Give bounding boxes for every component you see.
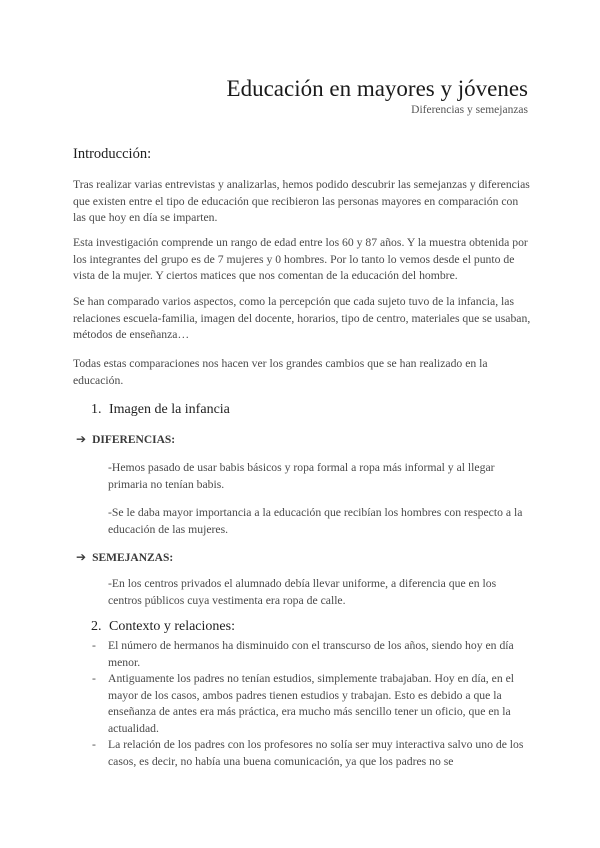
- diferencias-item-1: -Hemos pasado de usar babis básicos y ropa formal a ropa más informal y al llegar primaria no tenían babis.: [108, 461, 495, 491]
- arrow-right-icon: ➔: [76, 432, 87, 446]
- diferencias-label: DIFERENCIAS:: [92, 434, 176, 446]
- section-1-title: Imagen de la infancia: [109, 402, 230, 417]
- semejanzas-item-1: -En los centros privados el alumnado debía llevar uniforme, a diferencia que en los centros públicos cuya vestimenta era ropa de calle.: [108, 577, 497, 607]
- list-item-text: El número de hermanos ha disminuido con el transcurso de los años, siendo hoy en día menor.: [108, 639, 514, 669]
- dash-bullet: -: [92, 672, 96, 685]
- list-item-text: Antiguamente los padres no tenían estudios, simplemente trabajaban. Hoy en día, en el mayor de los casos, ambos padres tienen estudios y trabajan. Esto es debido a que la enseñanza de antes era más práctica, era mucho más sencillo tener un oficio, que en la actualidad.: [108, 672, 515, 735]
- list-item: [92, 671, 532, 737]
- document-subtitle: Diferencias y semejanzas: [411, 104, 528, 116]
- title-block: [227, 76, 528, 117]
- section-2-list: [92, 638, 532, 770]
- intro-heading: Introducción:: [73, 146, 152, 162]
- section-2-title: Contexto y relaciones:: [109, 619, 235, 634]
- intro-paragraph-4: Todas estas comparaciones nos hacen ver los grandes cambios que se han realizado en la educación.: [73, 357, 488, 387]
- intro-paragraph-1: Tras realizar varias entrevistas y analizarlas, hemos podido descubrir las semejanzas y diferencias que existen entre el tipo de educación que recibieron las personas mayores en comparación con las que hoy en día se imparten.: [73, 178, 530, 224]
- diferencias-heading: [76, 432, 175, 446]
- section-2-heading: [91, 619, 235, 635]
- section-1-heading: [91, 402, 230, 418]
- semejanzas-heading: [76, 550, 173, 564]
- list-item: [92, 737, 532, 770]
- dash-bullet: -: [92, 738, 96, 751]
- section-2-number: 2.: [91, 619, 102, 634]
- intro-paragraph-2: Esta investigación comprende un rango de edad entre los 60 y 87 años. Y la muestra obtenida por los integrantes del grupo es de 7 mujeres y 0 hombres. Por lo tanto lo vemos desde el punto de vista de la mujer. Y ciertos matices que nos comentan de la educación del hombre.: [73, 236, 528, 282]
- list-item: [92, 638, 532, 671]
- section-1-number: 1.: [91, 402, 102, 417]
- semejanzas-label: SEMEJANZAS:: [92, 552, 174, 564]
- arrow-right-icon: ➔: [76, 550, 87, 564]
- diferencias-item-2: -Se le daba mayor importancia a la educación que recibían los hombres con respecto a la educación de las mujeres.: [108, 506, 523, 536]
- intro-paragraph-3: Se han comparado varios aspectos, como la percepción que cada sujeto tuvo de la infancia, las relaciones escuela-familia, imagen del docente, horarios, tipo de centro, materiales que se usaban, métodos de enseñanza…: [73, 295, 531, 341]
- list-item-text: La relación de los padres con los profesores no solía ser muy interactiva salvo uno de los casos, es decir, no había una buena comunicación, ya que los padres no se: [108, 738, 524, 768]
- dash-bullet: -: [92, 639, 96, 652]
- document-title: Educación en mayores y jóvenes: [226, 76, 528, 101]
